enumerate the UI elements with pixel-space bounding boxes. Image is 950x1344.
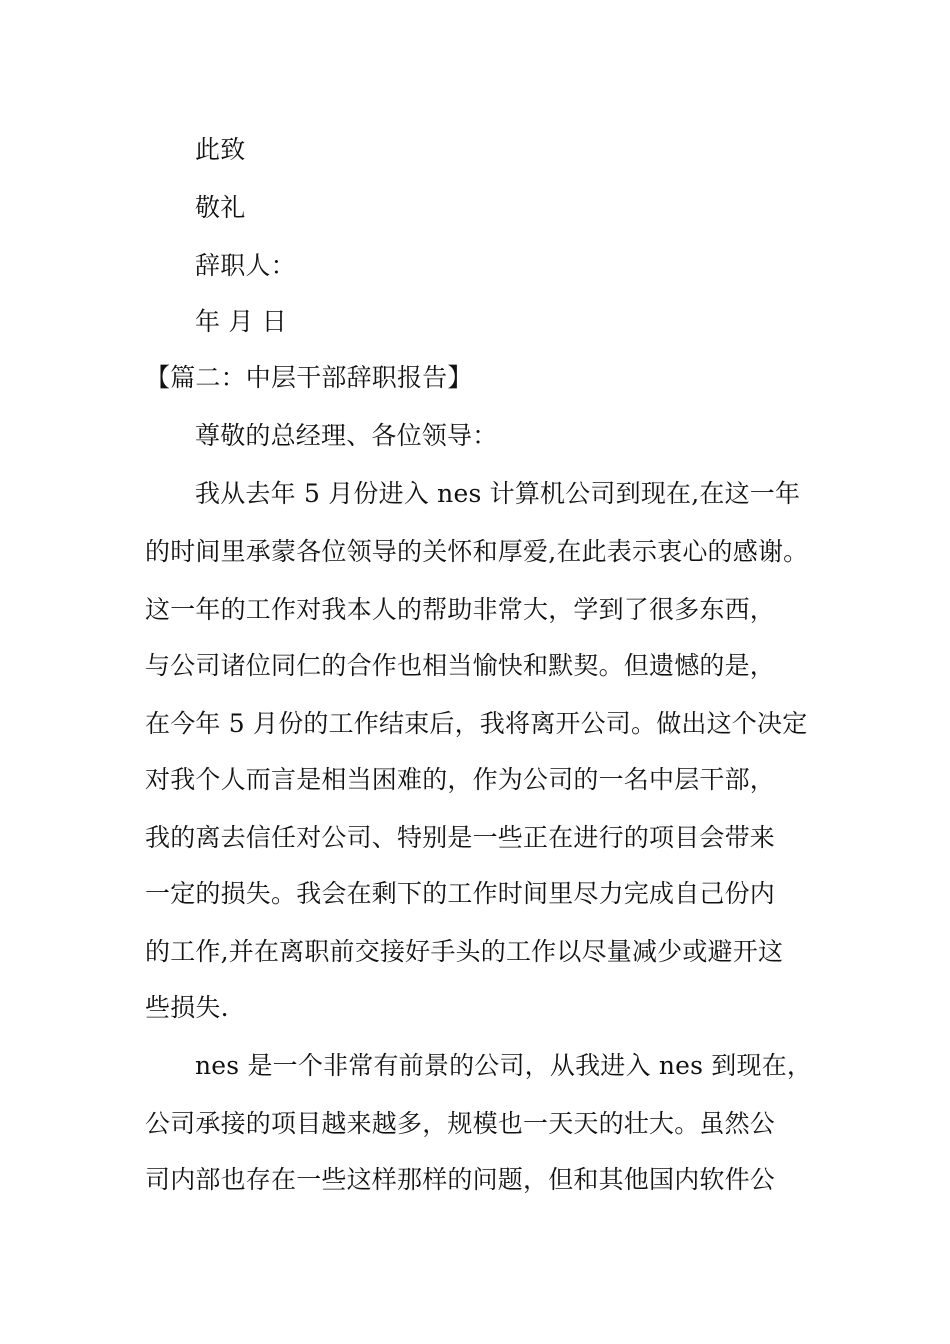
closing-salutation-1: 此致 xyxy=(195,135,246,164)
paragraph-1-line-1: 我从去年 5 月份进入 nes 计算机公司到现在,在这一年 xyxy=(195,479,801,508)
paragraph-2-line-1: nes 是一个非常有前景的公司，从我进入 nes 到现在， xyxy=(195,1051,813,1080)
paragraph-1-line-2: 的时间里承蒙各位领导的关怀和厚爱,在此表示衷心的感谢。 xyxy=(145,537,809,566)
paragraph-2-line-3: 司内部也存在一些这样那样的问题，但和其他国内软件公 xyxy=(145,1165,776,1194)
section-title: 【篇二：中层干部辞职报告】 xyxy=(145,363,473,392)
paragraph-1-line-3: 这一年的工作对我本人的帮助非常大，学到了很多东西， xyxy=(145,595,776,624)
paragraph-2-line-2: 公司承接的项目越来越多，规模也一天天的壮大。虽然公 xyxy=(145,1109,776,1138)
paragraph-1-line-10: 些损失. xyxy=(145,993,229,1022)
paragraph-1-line-7: 我的离去信任对公司、特别是一些正在进行的项目会带来 xyxy=(145,823,776,852)
paragraph-1-line-4: 与公司诸位同仁的合作也相当愉快和默契。但遗憾的是， xyxy=(145,651,776,680)
paragraph-1-line-6: 对我个人而言是相当困难的，作为公司的一名中层干部， xyxy=(145,765,776,794)
paragraph-1-line-5: 在今年 5 月份的工作结束后，我将离开公司。做出这个决定 xyxy=(145,709,808,738)
signer-label: 辞职人： xyxy=(195,251,296,280)
paragraph-1-line-9: 的工作,并在离职前交接好手头的工作以尽量减少或避开这 xyxy=(145,937,784,966)
greeting: 尊敬的总经理、各位领导： xyxy=(195,421,498,450)
paragraph-1-line-8: 一定的损失。我会在剩下的工作时间里尽力完成自己份内 xyxy=(145,879,776,908)
closing-salutation-2: 敬礼 xyxy=(195,193,246,222)
date-label: 年 月 日 xyxy=(195,307,287,336)
